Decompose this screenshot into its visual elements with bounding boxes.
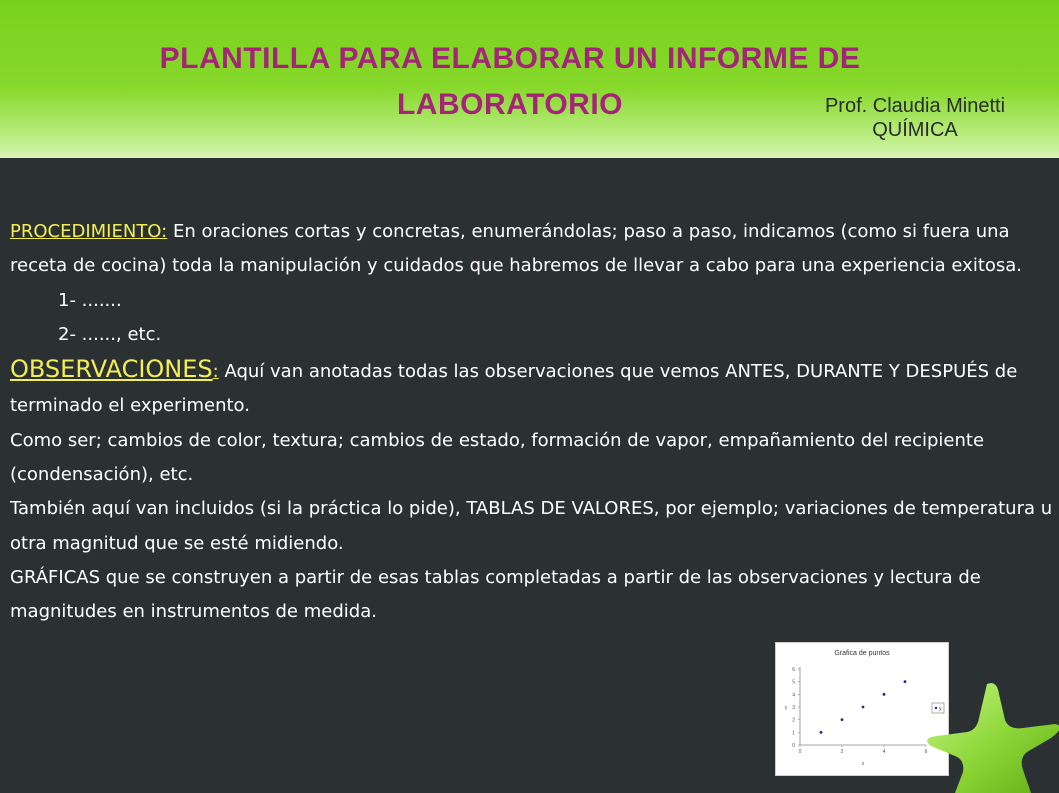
x-tick-label: 4 [882, 749, 886, 755]
author-name: Prof. Claudia Minetti [824, 95, 1006, 117]
y-tick-label: 2 [792, 717, 795, 724]
procedimiento-heading: PROCEDIMIENTO: [10, 221, 168, 242]
data-point [820, 731, 823, 734]
step-2: 2- ......, etc. [58, 323, 162, 345]
observaciones-colon: : [212, 361, 219, 383]
page-title-line1: PLANTILLA PARA ELABORAR UN INFORME DE [159, 42, 861, 75]
observaciones-paragraph [10, 352, 1055, 424]
paragraph-cambios: Como ser; cambios de color, textura; cambios de estado, formación de vapor, empañamiento del recipiente (condensación), etc. [10, 429, 985, 486]
procedimiento-text: En oraciones cortas y concretas, enumerándolas; paso a paso, indicamos (como si fuera una receta de cocina) toda la manipulación y cuidados que habremos de llevar a cabo para una experiencia exitosa. [10, 221, 1023, 277]
data-point [862, 706, 865, 709]
author-subject: QUÍMICA [872, 119, 958, 141]
star-decoration-icon [925, 680, 1059, 793]
legend-label: y [939, 706, 942, 712]
y-tick-label: 4 [792, 692, 795, 699]
page-title-line2: LABORATORIO [396, 88, 624, 121]
observaciones-text: Aquí van anotadas todas las observaciones que vemos ANTES, DURANTE Y DESPUÉS de terminado el experimento. [10, 361, 1018, 417]
procedimiento-paragraph [10, 215, 1055, 284]
x-tick-label: 6 [924, 749, 928, 755]
x-tick-label: 2 [840, 749, 844, 755]
chart-title: Grafica de puntos [834, 650, 890, 657]
author-block [800, 94, 1030, 142]
header-band [0, 0, 1059, 158]
observaciones-heading: OBSERVACIONES [10, 355, 213, 384]
scatter-chart-svg [776, 643, 948, 775]
x-axis-label: x [861, 761, 865, 767]
content-body [10, 215, 1055, 630]
data-point [883, 693, 886, 696]
y-tick-label: 0 [792, 743, 795, 749]
step-1: 1- ....... [58, 289, 122, 311]
data-point [841, 718, 844, 721]
paragraph-tablas: También aquí van incluidos (si la práctica lo pide), TABLAS DE VALORES, por ejemplo; variaciones de temperatura u otra magnitud que se esté midiendo. [10, 498, 1053, 554]
scatter-chart-image [775, 642, 949, 776]
y-axis-label: y [784, 705, 788, 711]
y-tick-label: 1 [792, 730, 795, 737]
x-tick-label: 0 [798, 749, 802, 755]
paragraph-graficas: GRÁFICAS que se construyen a partir de esas tablas completadas a partir de las observaciones y lectura de magnitudes en instrumentos de medida. [10, 566, 981, 623]
y-tick-label: 5 [792, 679, 795, 686]
data-point [904, 680, 907, 683]
y-tick-label: 6 [792, 667, 795, 673]
y-tick-label: 3 [792, 705, 795, 711]
